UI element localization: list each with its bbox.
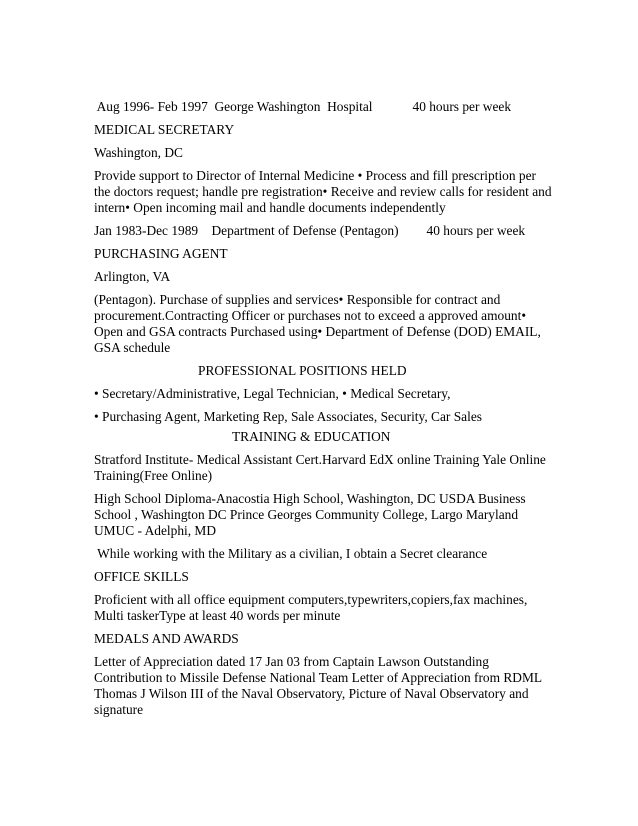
job2-hours: 40 hours per week	[426, 223, 526, 238]
resume-page	[94, 99, 554, 725]
office-skills-heading: OFFICE SKILLS	[94, 569, 189, 584]
job2-description: (Pentagon). Purchase of supplies and services• Responsible for contract and procurement.Contracting Officer or purchases not to exceed a approved amount• Open and GSA contracts Purchased using• Department of Defense (DOD) EMAIL, GSA schedule	[94, 292, 541, 355]
job1-title: MEDICAL SECRETARY	[94, 122, 235, 137]
positions-heading: PROFESSIONAL POSITIONS HELD	[198, 363, 407, 378]
job2-title: PURCHASING AGENT	[94, 246, 228, 261]
clearance-note: While working with the Military as a civilian, I obtain a Secret clearance	[94, 546, 488, 561]
job1-header	[94, 99, 554, 115]
positions-line-2: • Purchasing Agent, Marketing Rep, Sale Associates, Security, Car Sales	[94, 409, 482, 424]
training-heading: TRAINING & EDUCATION	[232, 429, 391, 444]
positions-line-1: • Secretary/Administrative, Legal Technician, • Medical Secretary,	[94, 386, 451, 401]
job1-description: Provide support to Director of Internal Medicine • Process and fill prescription per the doctors request; handle pre registration• Receive and review calls for resident and intern• Open incoming mail and handle documents independently	[94, 168, 552, 215]
medals-text: Letter of Appreciation dated 17 Jan 03 from Captain Lawson Outstanding Contribution to Missile Defense National Team Letter of Appreciation from RDML Thomas J Wilson III of the Naval Observatory, Picture of Naval Observatory and signature	[94, 654, 542, 717]
job2-header	[94, 223, 554, 239]
training-paragraph-1: Stratford Institute- Medical Assistant Cert.Harvard EdX online Training Yale Online Training(Free Online)	[94, 452, 546, 483]
job2-location: Arlington, VA	[94, 269, 171, 284]
job1-dates: Aug 1996- Feb 1997 George Washington Hospital	[94, 99, 373, 114]
job1-hours: 40 hours per week	[412, 99, 512, 114]
job2-dates: Jan 1983-Dec 1989 Department of Defense (Pentagon)	[94, 223, 399, 238]
job1-location: Washington, DC	[94, 145, 183, 160]
training-paragraph-2: High School Diploma-Anacostia High School, Washington, DC USDA Business School , Washington DC Prince Georges Community College, Largo Maryland UMUC - Adelphi, MD	[94, 491, 526, 538]
office-skills-text: Proficient with all office equipment computers,typewriters,copiers,fax machines, Multi taskerType at least 40 words per minute	[94, 592, 528, 623]
medals-heading: MEDALS AND AWARDS	[94, 631, 239, 646]
